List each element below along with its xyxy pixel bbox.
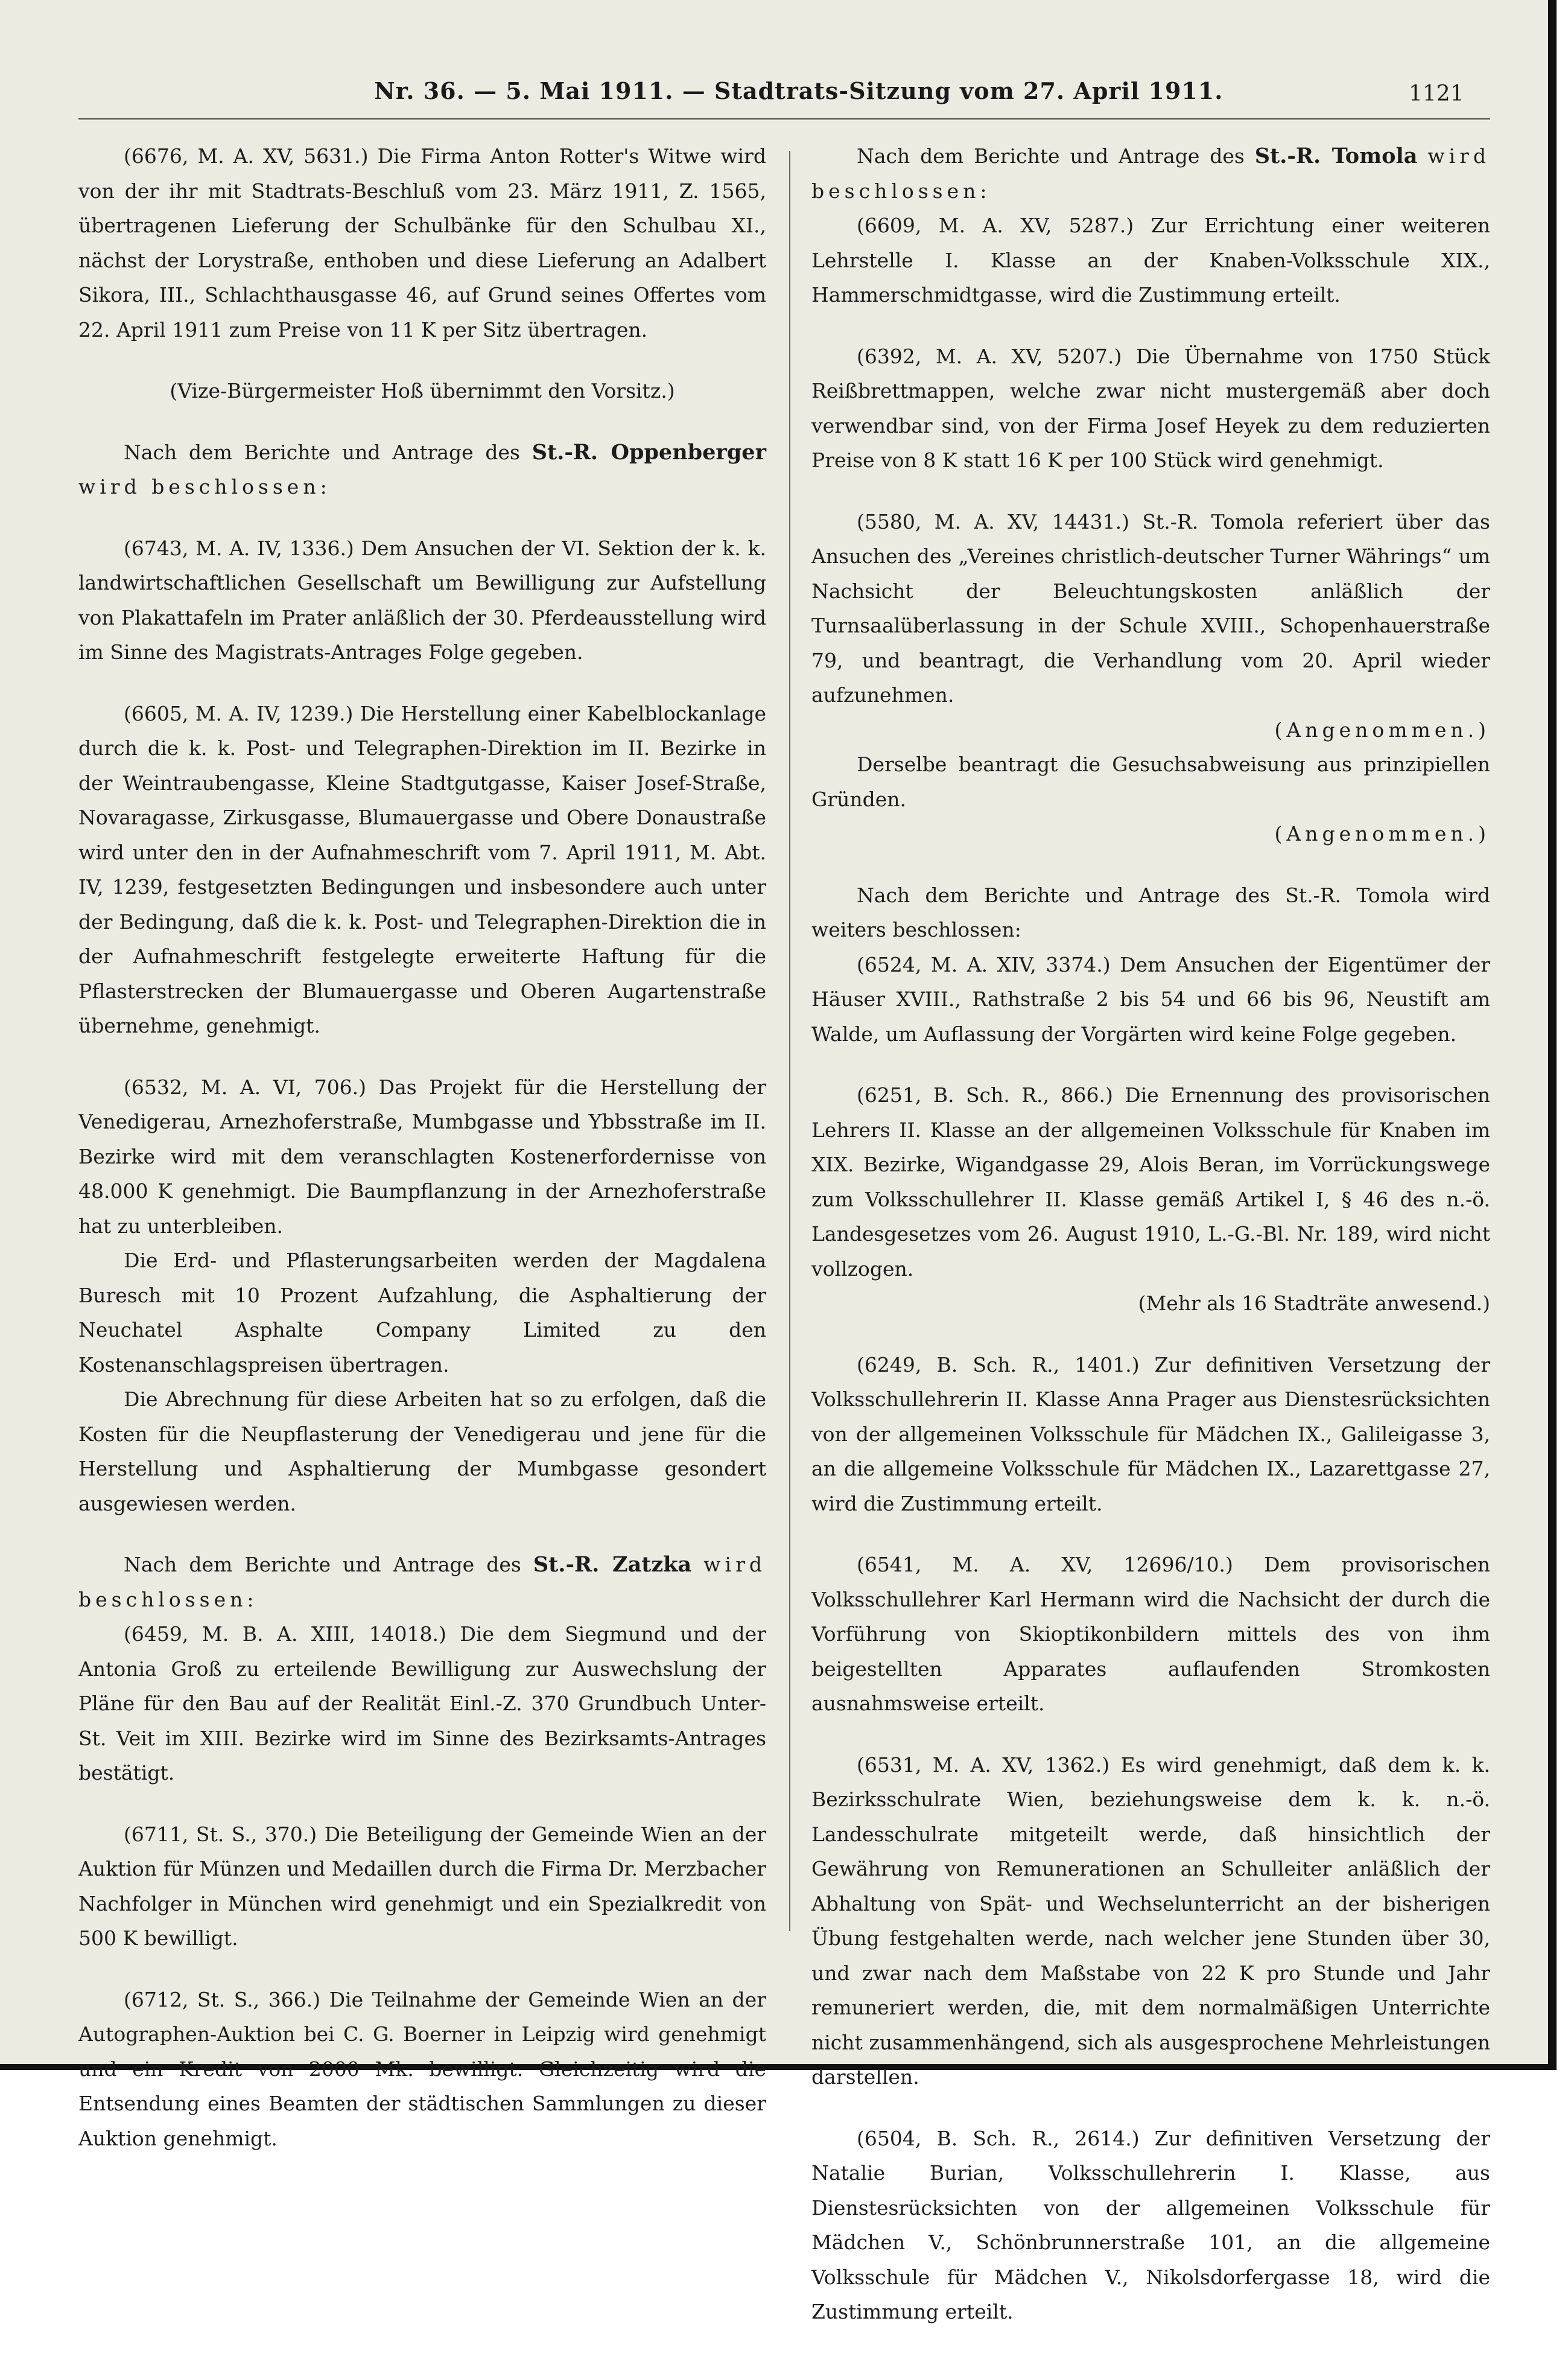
paragraph-6541: (6541, M. A. XV, 12696/10.) Dem provisorischen Volksschullehrer Karl Hermann wird die Nachsicht der durch die Vorführung von Skioptikonbildern mittels des von ihm beigestellten Apparates auflaufenden Stromkosten ausnahmsweise erteilt. xyxy=(811,1553,1490,1715)
paragraph-vorsitz: (Vize-Bürgermeister Hoß übernimmt den Vorsitz.) xyxy=(170,379,675,403)
paragraph-tomola-intro xyxy=(811,139,1490,208)
councillor-name: St.-R. Oppenberger xyxy=(532,439,767,465)
councillor-name: St.-R. Zatzka xyxy=(533,1552,692,1577)
paragraph-6712: (6712, St. S., 366.) Die Teilnahme der Gemeinde Wien an der Autographen-Auktion bei C. G. Boerner in Leipzig wird genehmigt und ein Kredit von 2000 Mk. bewilligt. Gleichzeitig wird die Entsendung eines Beamten der städtischen Sammlungen zu dieser Auktion genehmigt. xyxy=(78,1987,766,2150)
paragraph-text: (5580, M. A. XV, 14431.) St.-R. Tomola referiert über das Ansuchen des „Vereines christlich-deutscher Turner Währings“ um Nachsicht der Beleuchtungskosten anläßlich der Turnsaalüberlassung in der Schule XVIII., Schopenhauerstraße 79, und beantragt, die Verhandlung vom 20. April wieder aufzunehmen. xyxy=(811,509,1490,707)
right-column xyxy=(811,139,1490,2356)
intro-resolved: wird beschlossen: xyxy=(78,1553,766,1611)
councillor-name: St.-R. Tomola xyxy=(1254,144,1418,168)
paragraph-6459: (6459, M. B. A. XIII, 14018.) Die dem Siegmund und der Antonia Groß zu erteilende Bewilligung zur Auswechslung der Pläne für den Bau auf der Realität Einl.-Z. 370 Grundbuch Unter-St. Veit im XIII. Bezirke wird im Sinne des Bezirksamts-Antrages bestätigt. xyxy=(78,1622,766,1785)
intro-text: Nach dem Berichte und Antrage des xyxy=(124,440,520,464)
paragraph-6249: (6249, B. Sch. R., 1401.) Zur definitiven Versetzung der Volksschullehrerin II. Klasse Anna Prager aus Dienstesrücksichten von der allgemeinen Volksschule für Mädchen IX., Galileigasse 3, an die allgemeine Volksschule für Mädchen IX., Lazarettgasse 27, wird die Zustimmung erteilt. xyxy=(811,1352,1490,1515)
paragraph-6605: (6605, M. A. IV, 1239.) Die Herstellung einer Kabelblockanlage durch die k. k. Post- und Telegraphen-Direktion im II. Bezirke in der Weintraubengasse, Kleine Stadtgutgasse, Kaiser Josef-Straße, Novaragasse, Zirkusgasse, Blumauergasse und Obere Donaustraße wird unter den in der Aufnahmeschrift vom 7. April 1911, M. Abt. IV, 1239, festgesetzten Bedingungen und insbesondere auch unter der Bedingung, daß die k. k. Post- und Telegraphen-Direktion die in der Aufnahmeschrift festgelegte erweiterte Haftung für die Pflasterstrecken der Blumauergasse und Oberen Augartenstraße übernehme, genehmigt. xyxy=(78,701,766,1037)
outcome-tag: (Angenommen.) xyxy=(1274,718,1490,742)
left-column xyxy=(78,139,766,2182)
outcome-tag: (Mehr als 16 Stadträte anwesend.) xyxy=(1138,1291,1490,1315)
paragraph-6532: (6532, M. A. VI, 706.) Das Projekt für die Herstellung der Venedigerau, Arnezhoferstraße, Mumbgasse und Ybbsstraße im II. Bezirke wird mit dem veranschlagten Kostenerfordernisse von 48.000 K genehmigt. Die Baumpflanzung in der Arnezhoferstraße hat zu unterbleiben. xyxy=(78,1075,766,1238)
paragraph-6532-contractors: Die Erd- und Pflasterungsarbeiten werden der Magdalena Buresch mit 10 Prozent Aufzahlung, die Asphaltierung der Neuchatel Asphalte Company Limited zu den Kostenanschlagspreisen übertragen. xyxy=(78,1249,766,1377)
paragraph-6251 xyxy=(811,1078,1490,1321)
column-divider xyxy=(789,151,790,1931)
intro-text: Nach dem Berichte und Antrage des xyxy=(124,1553,521,1576)
paragraph-derselbe xyxy=(811,747,1490,852)
paragraph-6392: (6392, M. A. XV, 5207.) Die Übernahme von 1750 Stück Reißbrettmappen, welche zwar nicht mustergemäß aber doch verwendbar sind, von der Firma Josef Heyek zu dem reduzierten Preise von 8 K statt 16 K per 100 Stück wird genehmigt. xyxy=(811,344,1490,472)
paragraph-5580 xyxy=(811,505,1490,748)
paragraph-6676: (6676, M. A. XV, 5631.) Die Firma Anton Rotter's Witwe wird von der ihr mit Stadtrats-Beschluß vom 23. März 1911, Z. 1565, übertragenen Lieferung der Schulbänke für den Schulbau XI., nächst der Lorystraße, enthoben und diese Lieferung an Adalbert Sikora, III., Schlachthausgasse 46, auf Grund seines Offertes vom 22. April 1911 zum Preise von 11 K per Sitz übertragen. xyxy=(78,144,766,342)
paragraph-6504: (6504, B. Sch. R., 2614.) Zur definitiven Versetzung der Natalie Burian, Volksschullehrerin I. Klasse, aus Dienstesrücksichten von der allgemeinen Volksschule für Mädchen V., Schönbrunnerstraße 101, an die allgemeine Volksschule für Mädchen V., Nikolsdorfergasse 18, wird die Zustimmung erteilt. xyxy=(811,2126,1490,2323)
paragraph-6711: (6711, St. S., 370.) Die Beteiligung der Gemeinde Wien an der Auktion für Münzen und Medaillen durch die Firma Dr. Merzbacher Nachfolger in München wird genehmigt und ein Spezialkredit von 500 K bewilligt. xyxy=(78,1822,766,1950)
header-rule xyxy=(78,118,1490,120)
paragraph-text: Derselbe beantragt die Gesuchsabweisung aus prinzipiellen Gründen. xyxy=(811,753,1490,811)
paragraph-6609: (6609, M. A. XV, 5287.) Zur Errichtung einer weiteren Lehrstelle I. Klasse an der Knaben-Volksschule XIX., Hammerschmidtgasse, wird die Zustimmung erteilt. xyxy=(811,214,1490,307)
paragraph-oppenberger-intro xyxy=(78,435,766,505)
intro-text: Nach dem Berichte und Antrage des xyxy=(857,144,1245,168)
paragraph-text: (6251, B. Sch. R., 866.) Die Ernennung des provisorischen Lehrers II. Klasse an der allgemeinen Volksschule für Knaben im XIX. Bezirke, Wigandgasse 29, Alois Beran, im Vorrückungswege zum Volksschullehrer II. Klasse gemäß Artikel I, § 46 des n.-ö. Landesgesetzes vom 26. August 1910, L.-G.-Bl. Nr. 189, wird nicht vollzogen. xyxy=(811,1083,1490,1281)
page-header-title: Nr. 36. — 5. Mai 1911. — Stadtrats-Sitzung vom 27. April 1911. xyxy=(374,77,1224,104)
paragraph-tomola-weiters: Nach dem Berichte und Antrage des St.-R. Tomola wird weiters beschlossen: xyxy=(811,883,1490,941)
outcome-tag: (Angenommen.) xyxy=(1274,822,1490,845)
paragraph-6532-billing: Die Abrechnung für diese Arbeiten hat so zu erfolgen, daß die Kosten für die Neupflasterung der Venedigerau und jene für die Herstellung und Asphaltierung der Mumbgasse gesondert ausgewiesen werden. xyxy=(78,1387,766,1515)
paragraph-6531: (6531, M. A. XV, 1362.) Es wird genehmigt, daß dem k. k. Bezirksschulrate Wien, beziehungsweise dem k. k. n.-ö. Landesschulrate mitgeteilt werde, daß hinsichtlich der Gewährung von Remunerationen an Schulleiter anläßlich der Abhaltung von Spät- und Wechselunterricht an der bisherigen Übung festgehalten werde, nach welcher jene Stunden über 30, und zwar nach dem Maßstabe von 22 K pro Stunde und Jahr remuneriert werden, die, mit dem normalmäßigen Unterrichte nicht zusammenhängend, sich als ausgesprochene Mehrleistungen darstellen. xyxy=(811,1753,1490,2089)
paragraph-6524: (6524, M. A. XIV, 3374.) Dem Ansuchen der Eigentümer der Häuser XVIII., Rathstraße 2 bis 54 und 66 bis 96, Neustift am Walde, um Auflassung der Vorgärten wird keine Folge gegeben. xyxy=(811,952,1490,1046)
paragraph-zatzka-intro xyxy=(78,1547,766,1617)
intro-resolved: wird beschlossen: xyxy=(78,475,331,498)
page-number: 1121 xyxy=(1409,81,1464,106)
intro-resolved: wird beschlossen: xyxy=(811,144,1491,203)
paragraph-6743: (6743, M. A. IV, 1336.) Dem Ansuchen der VI. Sektion der k. k. landwirtschaftlichen Gesellschaft um Bewilligung zur Aufstellung von Plakattafeln im Prater anläßlich der 30. Pferdeausstellung wird im Sinne des Magistrats-Antrages Folge gegeben. xyxy=(78,536,766,664)
